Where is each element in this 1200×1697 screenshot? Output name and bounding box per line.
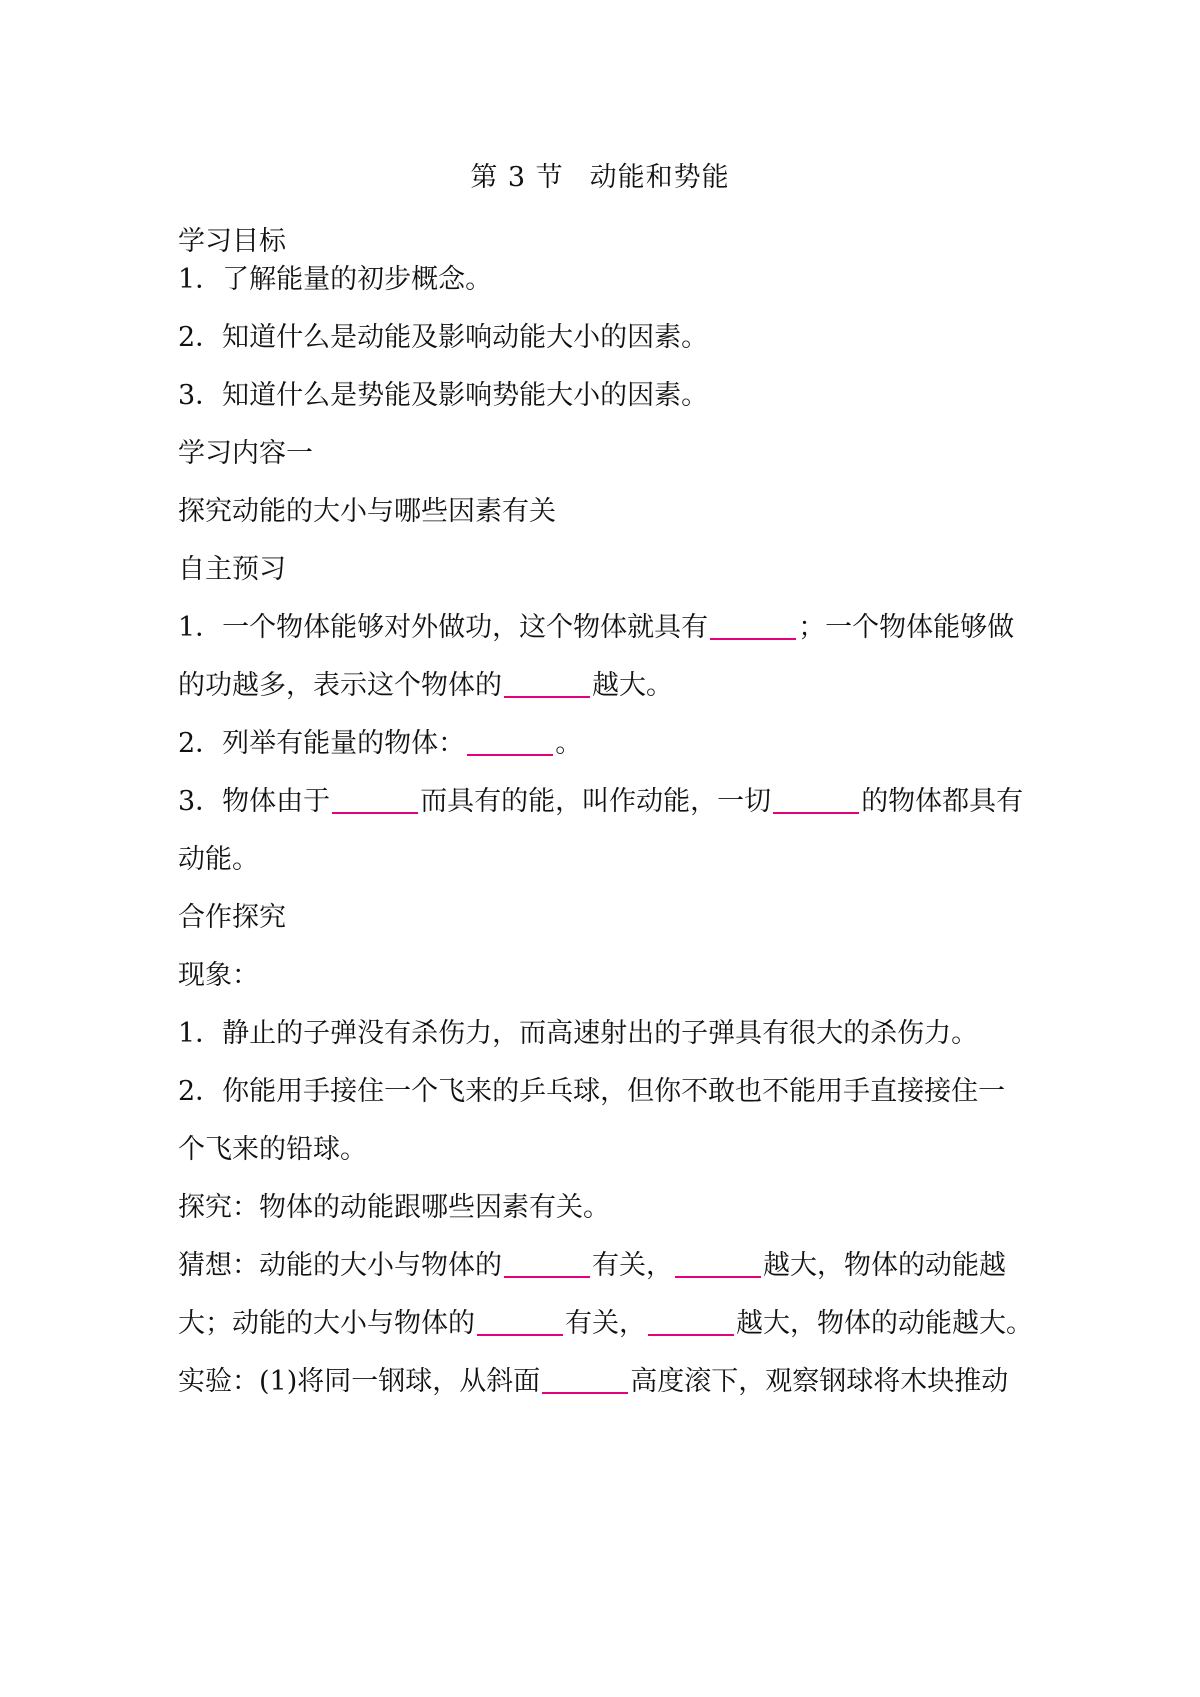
- guess-line1: 猜想：动能的大小与物体的 有关， 越大，物体的动能越: [178, 1246, 1038, 1286]
- preview-q2: 2．列举有能量的物体： 。: [178, 724, 1038, 764]
- answer-blank[interactable]: [332, 782, 418, 814]
- objective-item-2: 2．知道什么是动能及影响动能大小的因素。: [178, 322, 709, 353]
- answer-blank[interactable]: [542, 1362, 628, 1394]
- answer-blank[interactable]: [477, 1304, 563, 1336]
- phenomenon-1: 1．静止的子弹没有杀伤力，而高速射出的子弹具有很大的杀伤力。: [178, 1018, 979, 1049]
- section-name: 动能和势能: [589, 162, 730, 193]
- answer-blank[interactable]: [710, 608, 796, 640]
- guess-line2: 大；动能的大小与物体的 有关， 越大，物体的动能越大。: [178, 1304, 1038, 1344]
- objective-item-3: 3．知道什么是势能及影响势能大小的因素。: [178, 380, 709, 411]
- answer-blank[interactable]: [504, 1246, 590, 1278]
- objective-item-1: 1．了解能量的初步概念。: [178, 264, 493, 295]
- preview-q3-line2: 动能。: [178, 844, 259, 875]
- phenomenon-2-line2: 个飞来的铅球。: [178, 1134, 367, 1165]
- inquiry-text: 探究：物体的动能跟哪些因素有关。: [178, 1192, 610, 1223]
- answer-blank[interactable]: [773, 782, 859, 814]
- answer-blank[interactable]: [504, 666, 590, 698]
- content1-heading: 学习内容一: [178, 438, 313, 469]
- answer-blank[interactable]: [675, 1246, 761, 1278]
- objectives-heading: 学习目标: [178, 226, 286, 257]
- preview-q1-line1: 1．一个物体能够对外做功，这个物体就具有 ；一个物体能够做: [178, 608, 1038, 648]
- experiment-line1: 实验：(1)将同一钢球，从斜面 高度滚下，观察钢球将木块推动: [178, 1362, 1038, 1402]
- preview-heading: 自主预习: [178, 554, 286, 585]
- content1-topic: 探究动能的大小与哪些因素有关: [178, 496, 556, 527]
- answer-blank[interactable]: [648, 1304, 734, 1336]
- answer-blank[interactable]: [467, 724, 553, 756]
- page-title: [0, 158, 1200, 198]
- phenomena-label: 现象：: [178, 960, 259, 991]
- cooperate-heading: 合作探究: [178, 902, 286, 933]
- preview-q1-line2: 的功越多，表示这个物体的 越大。: [178, 666, 1038, 706]
- phenomenon-2-line1: 2．你能用手接住一个飞来的乒乓球，但你不敢也不能用手直接接住一: [178, 1076, 1006, 1107]
- preview-q3-line1: 3．物体由于 而具有的能，叫作动能，一切 的物体都具有: [178, 782, 1038, 822]
- section-number: 第 3 节: [470, 162, 564, 193]
